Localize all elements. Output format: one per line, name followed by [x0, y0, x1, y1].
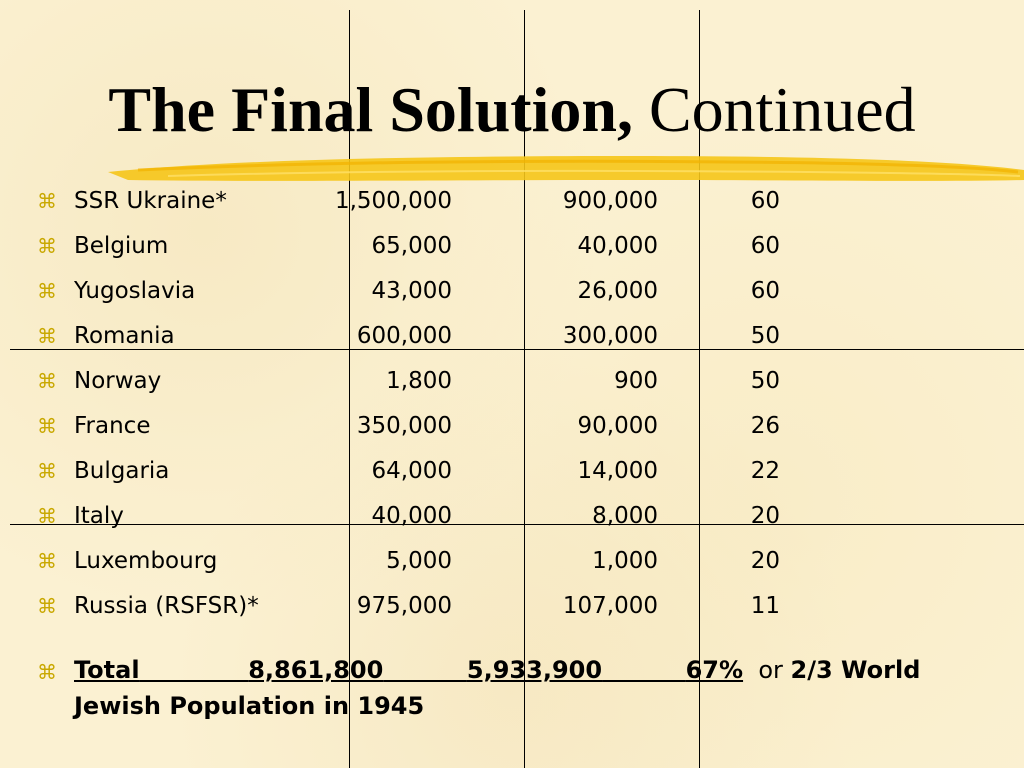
country-name: Luxembourg [74, 548, 218, 574]
title-normal-part: Continued [632, 74, 916, 145]
jews-before-value: 64,000 [371, 458, 452, 484]
table-row [0, 545, 1024, 577]
country-name: Yugoslavia [74, 278, 196, 304]
jews-killed-value: 26,000 [577, 278, 658, 304]
country-name: Romania [74, 323, 175, 349]
total-label: Total [74, 656, 140, 684]
percent-value: 20 [750, 503, 780, 529]
table-row [0, 500, 1024, 532]
country-name: Belgium [74, 233, 169, 259]
table-row [0, 185, 1024, 217]
bullet-icon: ⌘ [37, 660, 57, 684]
jews-killed-value: 900 [614, 368, 658, 394]
brush-stroke-decoration [108, 150, 1024, 190]
country-name: Italy [74, 503, 124, 529]
percent-value: 11 [750, 593, 780, 619]
table-row [0, 275, 1024, 307]
total-jews-before: 8,861,800 [248, 656, 384, 684]
jews-before-value: 1,500,000 [334, 188, 452, 214]
percent-value: 60 [750, 233, 780, 259]
jews-before-value: 43,000 [371, 278, 452, 304]
jews-killed-value: 14,000 [577, 458, 658, 484]
country-name: Russia (RSFSR)* [74, 593, 259, 619]
bullet-icon: ⌘ [37, 414, 57, 438]
bullet-icon: ⌘ [37, 324, 57, 348]
percent-value: 20 [750, 548, 780, 574]
country-name: SSR Ukraine* [74, 188, 227, 214]
total-summary [74, 652, 974, 724]
jews-killed-value: 300,000 [562, 323, 658, 349]
table-row [0, 455, 1024, 487]
bullet-icon: ⌘ [37, 594, 57, 618]
slide-title [0, 72, 1024, 148]
percent-value: 50 [750, 323, 780, 349]
percent-value: 60 [750, 278, 780, 304]
percent-value: 26 [750, 413, 780, 439]
jews-killed-value: 1,000 [592, 548, 658, 574]
jews-before-value: 975,000 [356, 593, 452, 619]
percent-value: 22 [750, 458, 780, 484]
bullet-icon: ⌘ [37, 234, 57, 258]
jews-before-value: 65,000 [371, 233, 452, 259]
total-fraction: 2/3 World [790, 656, 921, 684]
table-row [0, 590, 1024, 622]
total-or-word: or [758, 656, 783, 684]
jews-killed-value: 8,000 [592, 503, 658, 529]
jews-before-value: 600,000 [356, 323, 452, 349]
percent-value: 50 [750, 368, 780, 394]
percent-value: 60 [750, 188, 780, 214]
bullet-icon: ⌘ [37, 279, 57, 303]
table-row [0, 320, 1024, 352]
country-name: Norway [74, 368, 162, 394]
bullet-icon: ⌘ [37, 504, 57, 528]
bullet-icon: ⌘ [37, 549, 57, 573]
jews-before-value: 5,000 [386, 548, 452, 574]
jews-killed-value: 107,000 [562, 593, 658, 619]
title-bold-part: The Final Solution, [108, 74, 633, 145]
table-row [0, 365, 1024, 397]
jews-killed-value: 900,000 [562, 188, 658, 214]
bullet-icon: ⌘ [37, 189, 57, 213]
bullet-icon: ⌘ [37, 459, 57, 483]
table-row [0, 410, 1024, 442]
jews-before-value: 40,000 [371, 503, 452, 529]
jews-before-value: 1,800 [386, 368, 452, 394]
total-underlined-line [74, 652, 743, 688]
jews-killed-value: 40,000 [577, 233, 658, 259]
table-row [0, 230, 1024, 262]
total-percent: 67% [685, 656, 744, 684]
jews-before-value: 350,000 [356, 413, 452, 439]
total-continuation: Jewish Population in 1945 [74, 692, 425, 720]
country-name: Bulgaria [74, 458, 170, 484]
bullet-icon: ⌘ [37, 369, 57, 393]
jews-killed-value: 90,000 [577, 413, 658, 439]
country-name: France [74, 413, 151, 439]
total-jews-killed: 5,933,900 [466, 656, 603, 684]
